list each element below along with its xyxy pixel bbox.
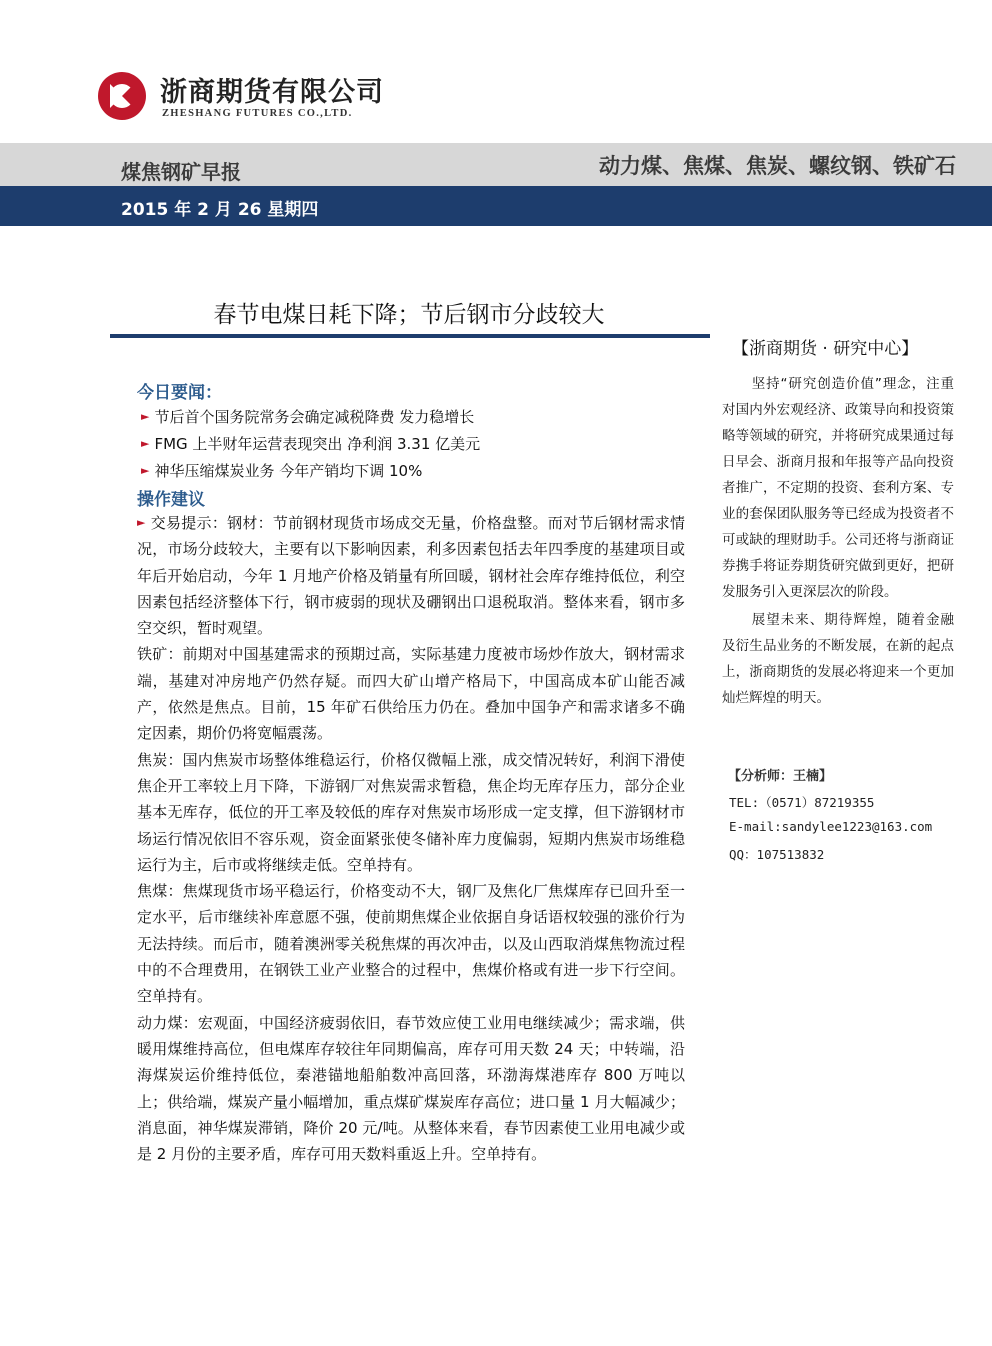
analyst-qq: QQ：107513832 <box>729 847 825 862</box>
report-name: 煤焦钢矿早报 <box>121 160 241 184</box>
news-section-title: 今日要闻： <box>137 383 222 403</box>
news-item <box>141 406 474 427</box>
advice-section-title: 操作建议 <box>137 490 205 510</box>
news-item-text: 神华压缩煤炭业务 今年产销均下调 10% <box>154 462 423 480</box>
headline-divider <box>110 334 710 338</box>
bullet-arrow-icon: ► <box>141 410 150 423</box>
news-item-text: FMG 上半财年运营表现突出 净利润 3.31 亿美元 <box>154 435 481 453</box>
bullet-arrow-icon: ► <box>141 437 150 450</box>
bullet-arrow-icon: ► <box>137 516 146 529</box>
company-name-en: ZHESHANG FUTURES CO.,LTD. <box>162 108 353 119</box>
news-item <box>141 460 422 481</box>
news-item-text: 节后首个国务院常务会确定减税降费 发力稳增长 <box>154 408 475 426</box>
advice-paragraph-iron-ore: 铁矿：前期对中国基建需求的预期过高，实际基建力度被市场炒作放大，钢材需求端，基建对冲房地产仍然存疑。而四大矿山增产格局下，中国高成本矿山能否减产，依然是焦点。目前，15 年矿石供给压力仍在。叠加中国争产和需求诸多不确定因素，期价仍将宽幅震荡。 <box>137 645 685 743</box>
news-item <box>141 433 480 454</box>
headline: 春节电煤日耗下降；节后钢市分歧较大 <box>213 302 605 328</box>
research-center-title: 【浙商期货 · 研究中心】 <box>732 339 919 359</box>
product-list: 动力煤、焦煤、焦炭、螺纹钢、铁矿石 <box>599 154 956 178</box>
advice-text: 交易提示：钢材：节前钢材现货市场成交无量，价格盘整。而对节后钢材需求情况，市场分歧较大，主要有以下影响因素，利多因素包括去年四季度的基建项目或年后开始启动，今年 1 月地产价格及销量有所回暖，钢材社会库存维持低位，利空因素包括经济整体下行，钢市疲弱的现状及硼钢出口退税取消。整体来看，钢市多空交织，暂时观望。 <box>137 514 685 638</box>
advice-paragraph-coke: 焦炭：国内焦炭市场整体维稳运行，价格仅微幅上涨，成交情况转好，利润下滑使焦企开工率较上月下降，下游钢厂对焦炭需求暂稳，焦企均无库存压力，部分企业基本无库存，低位的开工率及较低的库存对焦炭市场形成一定支撑，但下游钢材市场运行情况依旧不容乐观，资金面紧张使冬储补库力度偏弱，短期内焦炭市场维稳运行为主，后市或将继续走低。空单持有。 <box>137 750 685 874</box>
analyst-name: 【分析师：王楠】 <box>728 769 833 784</box>
advice-paragraph-steel <box>137 510 685 641</box>
advice-paragraph-coking-coal: 焦煤：焦煤现货市场平稳运行，价格变动不大，钢厂及焦化厂焦煤库存已回升至一定水平，后市继续补库意愿不强，使前期焦煤企业依据自身话语权较强的涨价行为无法持续。而后市，随着澳洲零关税焦煤的再次冲击，以及山西取消煤焦物流过程中的不合理费用，在钢铁工业产业整合的过程中，焦煤价格或有进一步下行空间。空单持有。 <box>137 882 685 1006</box>
intro-paragraph: 展望未来、期待辉煌，随着金融及衍生品业务的不断发展，在新的起点上，浙商期货的发展必将迎来一个更加灿烂辉煌的明天。 <box>722 612 954 706</box>
bullet-arrow-icon: ► <box>141 464 150 477</box>
research-center-intro <box>722 371 954 711</box>
intro-paragraph: 坚持“研究创造价值”理念，注重对国内外宏观经济、政策导向和投资策略等领域的研究，并将研究成果通过每日早会、浙商月报和年报等产品向投资者推广，不定期的投资、套利方案、专业的套保团队服务等已经成为投资者不可或缺的理财助手。公司还将与浙商证券携手将证券期货研究做到更好，把研发服务引入更深层次的阶段。 <box>722 376 954 600</box>
company-name-cn: 浙商期货有限公司 <box>160 77 384 108</box>
company-logo-icon <box>96 70 152 122</box>
advice-paragraph-thermal-coal: 动力煤：宏观面，中国经济疲弱依旧，春节效应使工业用电继续减少；需求端，供暖用煤维持高位，但电煤库存较往年同期偏高，库存可用天数 24 天；中转端，沿海煤炭运价维持低位，秦港锚地船舶数冲高回落，环渤海煤港库存 800 万吨以上；供给端，煤炭产量小幅增加，重点煤矿煤炭库存高位；进口量 1 月大幅减少；消息面，神华煤炭滞销，降价 20 元/吨。从整体来看，春节因素使工业用电减少或是 2 月份的主要矛盾，库存可用天数料重返上升。空单持有。 <box>137 1013 685 1164</box>
advice-body <box>137 510 685 1167</box>
analyst-phone: TEL:（0571）87219355 <box>729 795 875 810</box>
report-date: 2015 年 2 月 26 星期四 <box>121 200 319 220</box>
analyst-email: E-mail:sandylee1223@163.com <box>729 819 933 834</box>
